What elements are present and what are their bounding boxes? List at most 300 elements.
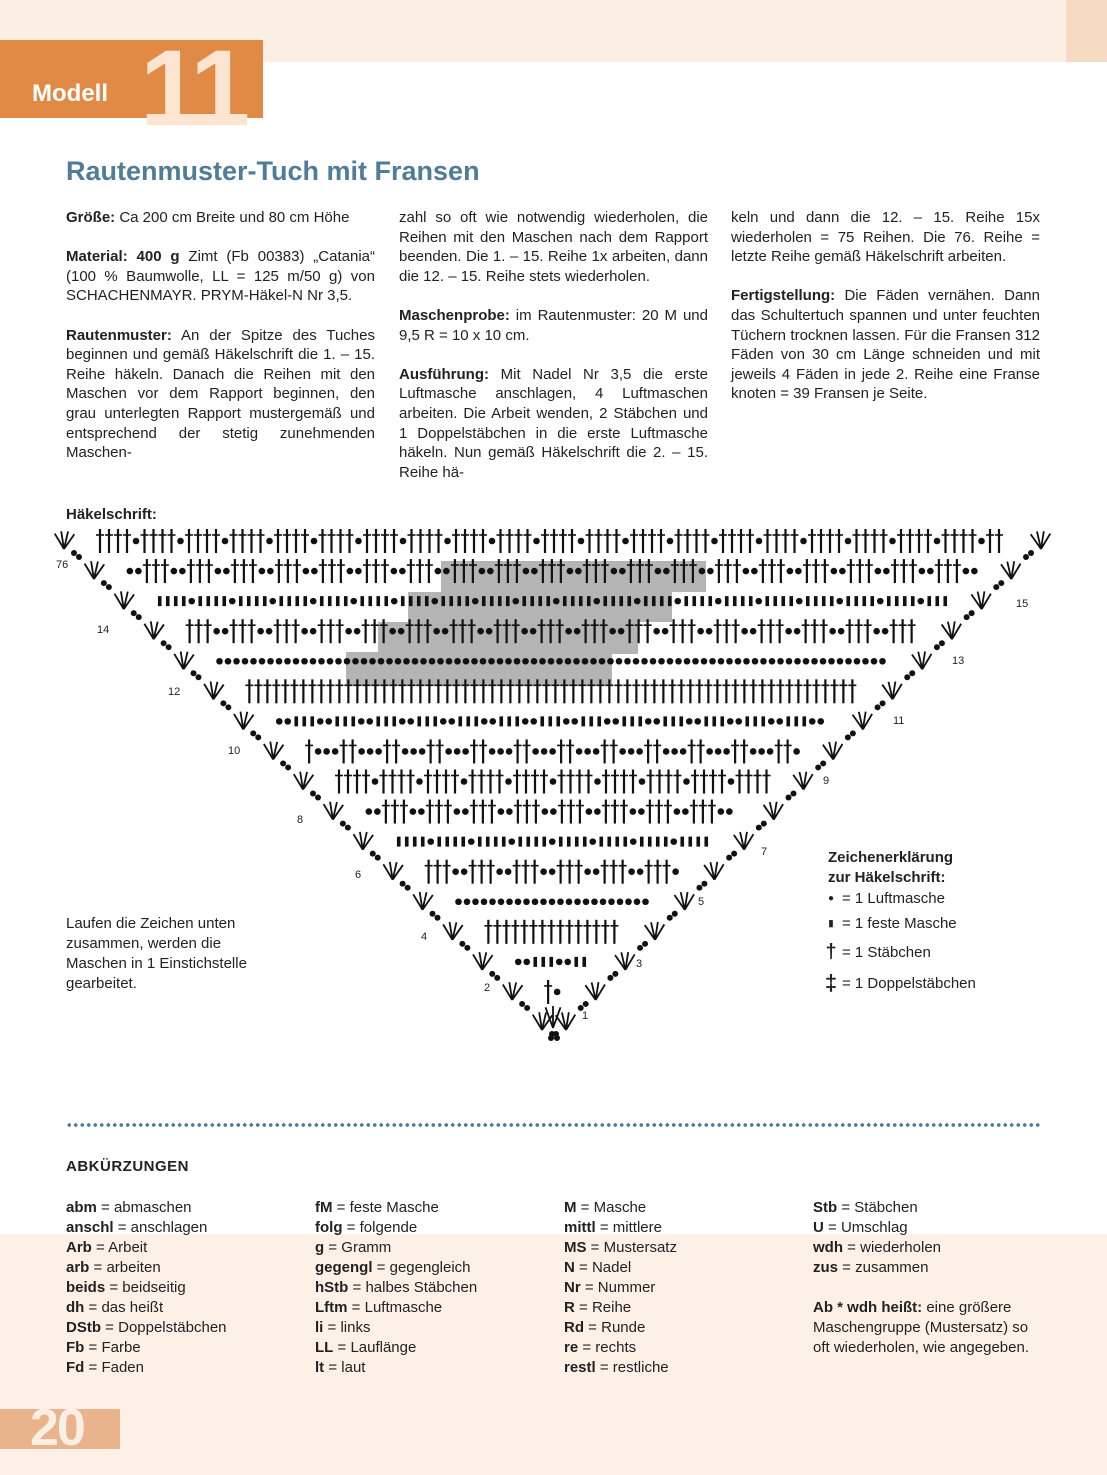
chain-stitch xyxy=(391,568,398,575)
chain-stitch xyxy=(347,568,354,575)
chain-stitch xyxy=(694,718,701,725)
abbreviation-meaning: zusammen xyxy=(855,1259,929,1276)
single-crochet-stitch xyxy=(546,596,550,606)
chain-stitch xyxy=(616,658,623,665)
abbreviation-meaning: Stäbchen xyxy=(854,1199,918,1216)
chain-stitch xyxy=(978,538,985,545)
chain-stitch xyxy=(582,658,589,665)
chain-stitch xyxy=(672,868,679,875)
chain-stitch xyxy=(680,748,687,755)
chain-stitch xyxy=(971,568,978,575)
chain-stitch xyxy=(553,598,560,605)
chain-stitch xyxy=(554,989,561,996)
edge-chain-stitch xyxy=(701,881,707,887)
legend-item-double-crochet: † = 1 Stäbchen xyxy=(820,941,931,964)
single-crochet-stitch xyxy=(652,596,656,606)
chain-stitch xyxy=(768,718,775,725)
chain-stitch xyxy=(671,748,678,755)
edge-chain-stitch xyxy=(315,795,321,801)
abbreviation-row: LL = Lauflänge xyxy=(315,1339,417,1356)
chain-stitch xyxy=(542,808,549,815)
abbreviation-meaning: mittlere xyxy=(612,1219,662,1236)
abbreviation-term: anschl xyxy=(66,1219,114,1236)
chain-stitch xyxy=(276,718,283,725)
chain-stitch xyxy=(310,598,317,605)
chain-stitch xyxy=(437,658,444,665)
chain-stitch xyxy=(594,778,601,785)
abbreviation-row: mittl = mittlere xyxy=(564,1219,662,1236)
chain-stitch xyxy=(442,628,449,635)
chain-stitch xyxy=(862,658,869,665)
text-column-1 xyxy=(66,208,375,482)
chain-stitch xyxy=(565,658,572,665)
single-crochet-stitch xyxy=(630,716,634,726)
chain-stitch xyxy=(611,568,618,575)
abbreviation-term: Nr xyxy=(564,1279,581,1296)
single-crochet-stitch xyxy=(549,957,553,967)
chain-stitch xyxy=(829,628,836,635)
chain-stitch xyxy=(809,718,816,725)
edge-chain-stitch xyxy=(993,584,999,590)
single-crochet-stitch xyxy=(644,596,648,606)
single-crochet-stitch xyxy=(360,596,364,606)
chain-stitch xyxy=(315,748,322,755)
chain-stitch xyxy=(633,658,640,665)
chain-stitch xyxy=(391,598,398,605)
chain-stitch xyxy=(663,748,670,755)
abbreviation-meaning: Runde xyxy=(601,1319,646,1336)
col3-paragraph xyxy=(731,208,1040,267)
row-label: 11 xyxy=(893,715,905,727)
abbreviation-term: g xyxy=(315,1239,325,1256)
row-label: 3 xyxy=(636,958,643,970)
chain-stitch xyxy=(803,658,810,665)
single-crochet-stitch xyxy=(623,837,627,847)
edge-chain-stitch xyxy=(131,610,137,616)
chain-stitch xyxy=(726,808,733,815)
chain-stitch xyxy=(419,748,426,755)
single-crochet-stitch xyxy=(781,596,785,606)
edge-chain-stitch xyxy=(101,580,107,586)
chain-stitch xyxy=(877,598,884,605)
single-crochet-stitch xyxy=(846,596,850,606)
row-label: 13 xyxy=(952,655,965,667)
single-crochet-stitch xyxy=(587,596,591,606)
chain-stitch xyxy=(692,658,699,665)
abbreviation-row: R = Reihe xyxy=(564,1299,632,1316)
abbreviation-term: U xyxy=(813,1219,824,1236)
text-column-2 xyxy=(399,208,708,502)
chain-stitch xyxy=(310,628,317,635)
paragraph-label: Rautenmuster: xyxy=(66,326,172,344)
chain-stitch xyxy=(445,748,452,755)
chain-stitch xyxy=(684,658,691,665)
single-crochet-stitch xyxy=(433,716,437,726)
single-crochet-stitch xyxy=(615,837,619,847)
chain-stitch xyxy=(653,718,660,725)
chain-stitch xyxy=(882,628,889,635)
single-crochet-stitch xyxy=(351,716,355,726)
abbreviations-column-4 xyxy=(813,1198,1043,1358)
abbreviation-meaning: Gramm xyxy=(341,1239,392,1256)
single-crochet-stitch xyxy=(336,596,340,606)
chain-stitch xyxy=(617,898,624,905)
single-crochet-stitch xyxy=(556,716,560,726)
chain-stitch xyxy=(715,748,722,755)
edge-chain-stitch xyxy=(285,764,291,770)
col2-paragraph xyxy=(399,365,708,483)
abbreviation-row: gegengl = gegengleich xyxy=(315,1259,471,1276)
abbreviation-term: fM xyxy=(315,1199,333,1216)
chain-stitch xyxy=(549,748,556,755)
single-crochet-stitch xyxy=(461,837,465,847)
edge-chain-stitch xyxy=(524,1005,530,1011)
abbreviation-term: folg xyxy=(315,1219,343,1236)
chain-stitch xyxy=(541,748,548,755)
chain-stitch xyxy=(487,568,494,575)
chain-stitch xyxy=(427,838,434,845)
chain-stitch xyxy=(352,658,359,665)
chain-stitch xyxy=(795,568,802,575)
chain-stitch xyxy=(593,748,600,755)
paragraph-text: An der Spitze des Tuches beginnen und gemäß Häkelschrift die 1. – 15. Reihe häkeln. Danach die Reihen mit den Maschen vor dem Rapport beginnen, den grau unterlegten Rapport mustergemäß und entsprechend der stetig zunehmenden Maschen- xyxy=(66,326,375,462)
single-crochet-stitch xyxy=(542,837,546,847)
single-crochet-stitch xyxy=(409,596,413,606)
chain-stitch xyxy=(418,808,425,815)
chain-stitch xyxy=(530,628,537,635)
chain-symbol-icon: ● xyxy=(827,893,835,904)
chain-stitch xyxy=(350,598,357,605)
abbreviation-meaning: Luftmasche xyxy=(364,1299,443,1316)
edge-chain-stitch xyxy=(370,851,376,857)
abbreviation-meaning: arbeiten xyxy=(106,1259,161,1276)
chart-title: Häkelschrift: xyxy=(66,506,157,523)
abbreviation-row: DStb = Doppelstäbchen xyxy=(66,1319,227,1336)
abbreviation-meaning: Mustersatz xyxy=(603,1239,677,1256)
abbreviation-term: mittl xyxy=(564,1219,596,1236)
single-crochet-stitch xyxy=(581,716,585,726)
chain-stitch xyxy=(718,658,725,665)
edge-chain-stitch xyxy=(731,851,737,857)
chain-stitch xyxy=(389,628,396,635)
single-crochet-stitch xyxy=(741,596,745,606)
single-crochet-stitch xyxy=(441,596,445,606)
chain-stitch xyxy=(548,658,555,665)
single-crochet-stitch xyxy=(287,596,291,606)
chain-stitch xyxy=(223,568,230,575)
chain-stitch xyxy=(179,568,186,575)
abbreviation-row: Nr = Nummer xyxy=(564,1279,656,1296)
abbreviation-row: re = rechts xyxy=(564,1339,637,1356)
chain-stitch xyxy=(563,718,570,725)
edge-chain-stitch xyxy=(583,1001,589,1007)
chain-stitch xyxy=(355,538,362,545)
single-crochet-stitch xyxy=(638,716,642,726)
single-crochet-stitch xyxy=(335,716,339,726)
paragraph-text: im Rautenmuster: 20 M und 9,5 R = 10 x 10 cm. xyxy=(399,306,708,344)
single-crochet-stitch xyxy=(214,596,218,606)
edge-chain-stitch xyxy=(1023,554,1029,560)
single-crochet-stitch xyxy=(541,957,545,967)
chain-stitch xyxy=(332,748,339,755)
chain-stitch xyxy=(641,658,648,665)
chain-stitch xyxy=(663,568,670,575)
edge-chain-stitch xyxy=(405,885,411,891)
single-crochet-stitch xyxy=(526,837,530,847)
chain-stitch xyxy=(429,658,436,665)
chain-stitch xyxy=(523,898,530,905)
chain-stitch xyxy=(662,628,669,635)
chain-stitch xyxy=(229,598,236,605)
chain-stitch xyxy=(683,778,690,785)
single-crochet-stitch xyxy=(935,596,939,606)
chain-stitch xyxy=(471,658,478,665)
chain-stitch xyxy=(599,658,606,665)
abbreviation-meaning: Faden xyxy=(101,1359,144,1376)
row-label: 8 xyxy=(297,814,304,826)
single-crochet-stitch xyxy=(392,716,396,726)
chain-stitch xyxy=(776,718,783,725)
single-crochet-stitch xyxy=(401,596,405,606)
chain-stitch xyxy=(817,718,824,725)
chain-stitch xyxy=(435,568,442,575)
edge-chain-stitch xyxy=(998,580,1004,586)
single-crochet-stitch xyxy=(680,837,684,847)
chain-stitch xyxy=(752,658,759,665)
tip-stitch xyxy=(553,1007,561,1028)
single-crochet-stitch xyxy=(761,716,765,726)
chain-stitch xyxy=(549,868,556,875)
chain-stitch xyxy=(619,748,626,755)
chain-stitch xyxy=(317,718,324,725)
abbreviation-row: anschl = anschlagen xyxy=(66,1219,208,1236)
chain-stitch xyxy=(540,898,547,905)
chain-stitch xyxy=(785,628,792,635)
abbreviation-term: Fd xyxy=(66,1359,85,1376)
chain-stitch xyxy=(624,658,631,665)
chain-stitch xyxy=(532,748,539,755)
chain-stitch xyxy=(533,538,540,545)
edge-chain-stitch xyxy=(850,730,856,736)
single-crochet-stitch xyxy=(294,716,298,726)
chain-stitch xyxy=(386,658,393,665)
chain-stitch xyxy=(403,658,410,665)
single-crochet-stitch xyxy=(486,837,490,847)
chain-stitch xyxy=(276,658,283,665)
single-crochet-stitch xyxy=(474,716,478,726)
page-number: 20 xyxy=(30,1399,84,1457)
abbreviation-meaning: Umschlag xyxy=(840,1219,908,1236)
chain-stitch xyxy=(215,568,222,575)
chain-stitch xyxy=(344,658,351,665)
chain-stitch xyxy=(506,898,513,905)
col3-paragraph xyxy=(731,286,1040,404)
chain-stitch xyxy=(301,628,308,635)
single-crochet-stitch xyxy=(502,837,506,847)
chain-stitch xyxy=(608,898,615,905)
paragraph-text: Zimt (Fb 00383) „Catania“ (100 % Baumwolle, LL = 125 m/50 g) von SCHACHENMAYR. PRYM-Häkel-N Nr 3,5. xyxy=(66,248,375,305)
edge-chain-stitch xyxy=(161,640,167,646)
chain-stitch xyxy=(454,748,461,755)
edge-chain-stitch xyxy=(939,640,945,646)
abbreviation-row: M = Masche xyxy=(564,1199,647,1216)
chain-stitch xyxy=(358,718,365,725)
single-crochet-symbol-icon: ▮ xyxy=(828,918,834,928)
chain-stitch xyxy=(135,568,142,575)
chain-stitch xyxy=(489,538,496,545)
single-crochet-stitch xyxy=(708,596,712,606)
single-crochet-stitch xyxy=(507,716,511,726)
page-title: Rautenmuster-Tuch mit Fransen xyxy=(66,156,480,186)
abbreviation-term: restl xyxy=(564,1359,596,1376)
abbreviation-meaning: wiederholen xyxy=(860,1239,941,1256)
chain-stitch xyxy=(583,898,590,905)
single-crochet-stitch xyxy=(425,596,429,606)
chain-stitch xyxy=(576,748,583,755)
single-crochet-stitch xyxy=(506,596,510,606)
edge-chain-stitch xyxy=(430,911,436,917)
chain-stitch xyxy=(366,808,373,815)
chain-stitch xyxy=(593,868,600,875)
abbreviation-term: Fb xyxy=(66,1339,85,1356)
edge-chain-stitch xyxy=(464,945,470,951)
single-crochet-stitch xyxy=(854,596,858,606)
single-crochet-stitch xyxy=(376,596,380,606)
legend-item-chain: ● = 1 Luftmasche xyxy=(820,890,945,907)
chain-stitch xyxy=(361,658,368,665)
single-crochet-stitch xyxy=(725,596,729,606)
single-crochet-stitch xyxy=(619,596,623,606)
chain-stitch xyxy=(375,748,382,755)
chain-stitch xyxy=(743,658,750,665)
single-crochet-stitch xyxy=(870,596,874,606)
chain-stitch xyxy=(723,748,730,755)
single-crochet-stitch xyxy=(449,596,453,606)
abbreviation-note-text: eine größere Maschengruppe (Mustersatz) so oft wiederholen, wie angegeben. xyxy=(813,1299,1029,1356)
single-crochet-stitch xyxy=(302,716,306,726)
row-label: 1 xyxy=(582,1010,589,1022)
edge-chain-stitch xyxy=(969,610,975,616)
abbreviation-row: MS = Mustersatz xyxy=(564,1239,677,1256)
paragraph-text: Ca 200 cm Breite und 80 cm Höhe xyxy=(115,209,350,226)
chain-stitch xyxy=(531,658,538,665)
edge-chain-stitch xyxy=(875,704,881,710)
edge-chain-stitch xyxy=(820,760,826,766)
chain-stitch xyxy=(594,808,601,815)
chain-stitch xyxy=(468,838,475,845)
chain-stitch xyxy=(399,568,406,575)
single-crochet-stitch xyxy=(597,716,601,726)
chain-stitch xyxy=(618,628,625,635)
edge-chain-stitch xyxy=(345,825,351,831)
chain-stitch xyxy=(540,868,547,875)
single-crochet-stitch xyxy=(640,837,644,847)
edge-chain-stitch xyxy=(786,795,792,801)
abbreviation-term: Stb xyxy=(813,1199,838,1216)
chain-stitch xyxy=(480,658,487,665)
abbreviation-row: U = Umschlag xyxy=(813,1219,908,1236)
chain-stitch xyxy=(670,838,677,845)
chain-stitch xyxy=(600,898,607,905)
paragraph-label: Maschenprobe: xyxy=(399,306,510,324)
abbreviation-meaning: laut xyxy=(341,1359,366,1376)
chain-stitch xyxy=(590,658,597,665)
single-crochet-stitch xyxy=(622,716,626,726)
chain-stitch xyxy=(479,568,486,575)
single-crochet-stitch xyxy=(559,837,563,847)
chain-stitch xyxy=(707,568,714,575)
chain-stitch xyxy=(674,808,681,815)
chain-stitch xyxy=(477,628,484,635)
edge-chain-stitch xyxy=(76,554,82,560)
chain-stitch xyxy=(625,898,632,905)
chain-stitch xyxy=(461,868,468,875)
chain-stitch xyxy=(820,658,827,665)
chain-stitch xyxy=(266,538,273,545)
chain-stitch xyxy=(556,959,563,966)
single-crochet-stitch xyxy=(927,596,931,606)
chain-stitch xyxy=(269,598,276,605)
single-crochet-stitch xyxy=(206,596,210,606)
paragraph-label: Ausführung: xyxy=(399,365,489,383)
chain-stitch xyxy=(697,628,704,635)
single-crochet-stitch xyxy=(384,716,388,726)
chain-stitch xyxy=(612,718,619,725)
edge-chain-stitch xyxy=(196,674,202,680)
treble-crochet-symbol-icon: ‡ xyxy=(824,970,838,995)
single-crochet-stitch xyxy=(603,596,607,606)
chain-stitch xyxy=(325,718,332,725)
edge-chain-stitch xyxy=(726,855,732,861)
chain-stitch xyxy=(521,628,528,635)
edge-chain-stitch xyxy=(791,791,797,797)
chain-stitch xyxy=(496,868,503,875)
single-crochet-stitch xyxy=(712,716,716,726)
chain-stitch xyxy=(839,568,846,575)
edge-chain-stitch xyxy=(667,915,673,921)
abbreviation-meaning: feste Masche xyxy=(349,1199,439,1216)
single-crochet-stitch xyxy=(198,596,202,606)
model-number: 11 xyxy=(140,27,247,148)
single-crochet-stitch xyxy=(696,837,700,847)
single-crochet-stitch xyxy=(589,716,593,726)
chain-stitch xyxy=(750,748,757,755)
single-crochet-stitch xyxy=(328,596,332,606)
single-crochet-stitch xyxy=(671,716,675,726)
chain-stitch xyxy=(446,658,453,665)
abbreviation-term: abm xyxy=(66,1199,97,1216)
edge-chain-stitch xyxy=(642,941,648,947)
single-crochet-stitch xyxy=(482,596,486,606)
single-crochet-stitch xyxy=(648,837,652,847)
edge-chain-stitch xyxy=(553,1031,559,1037)
chain-stitch xyxy=(462,808,469,815)
chain-stitch xyxy=(557,898,564,905)
abbreviation-term: hStb xyxy=(315,1279,349,1296)
single-crochet-stitch xyxy=(789,596,793,606)
chain-stitch xyxy=(630,808,637,815)
col1-paragraph xyxy=(66,247,375,306)
chain-stitch xyxy=(514,658,521,665)
single-crochet-stitch xyxy=(830,596,834,606)
chain-stitch xyxy=(755,598,762,605)
abbreviation-term: M xyxy=(564,1199,577,1216)
abbreviation-meaning: abmaschen xyxy=(113,1199,192,1216)
chain-stitch xyxy=(735,718,742,725)
chain-stitch xyxy=(811,658,818,665)
edge-chain-stitch xyxy=(761,821,767,827)
abbreviation-row: restl = restliche xyxy=(564,1359,669,1376)
